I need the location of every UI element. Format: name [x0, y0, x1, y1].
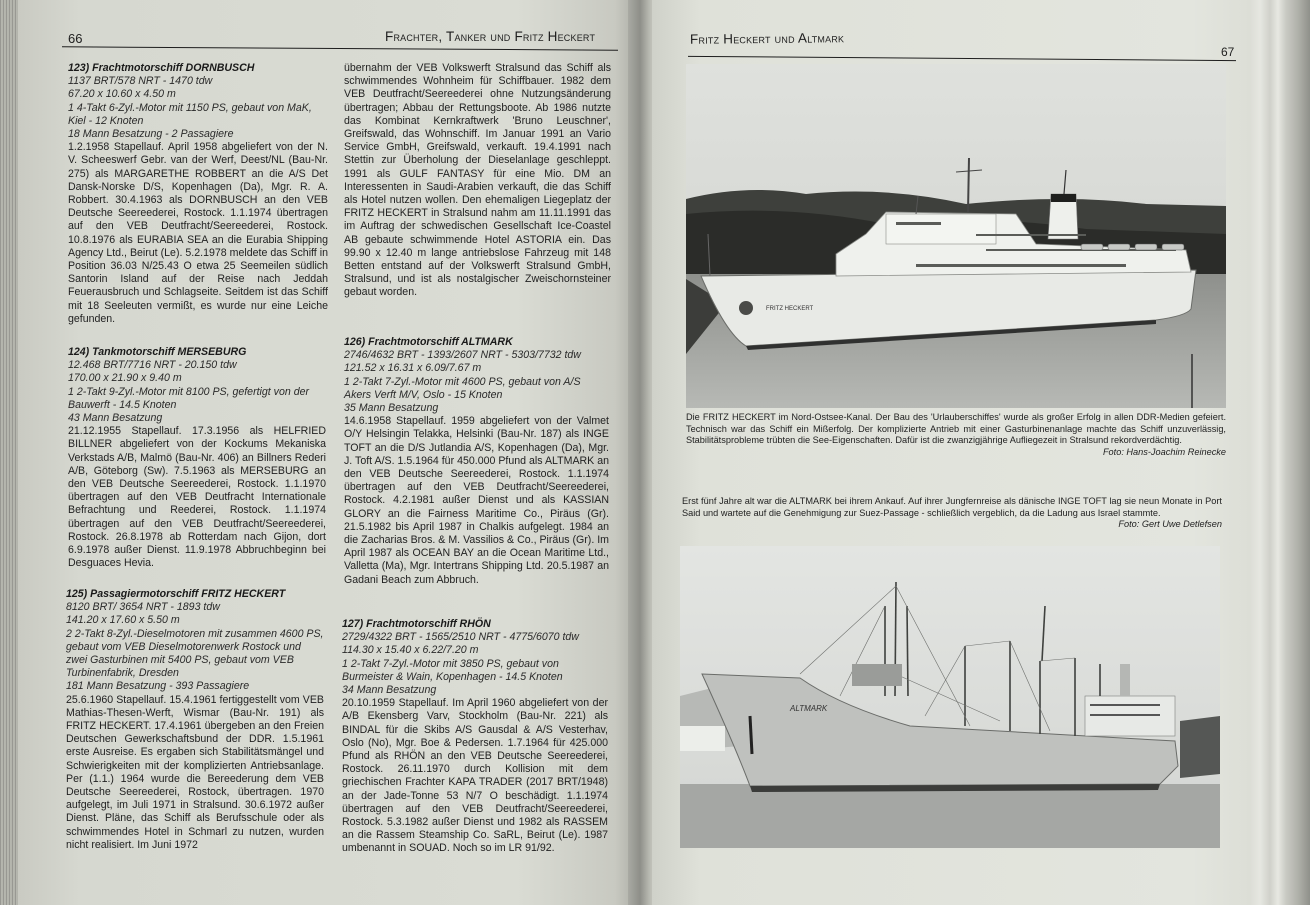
- left-column-1c: [66, 588, 324, 852]
- caption-altmark: [682, 496, 1222, 531]
- left-column-2: [344, 62, 611, 300]
- photo-credit: Foto: Gert Uwe Detlefsen: [1118, 519, 1222, 530]
- entry-spec: 141.20 x 17.60 x 5.50 m: [66, 614, 180, 627]
- entry-spec: 43 Mann Besatzung: [68, 412, 163, 425]
- photo-altmark: [680, 546, 1220, 848]
- entry-spec: 35 Mann Besatzung: [344, 402, 439, 415]
- hull-lettering-fritz-heckert: FRITZ HECKERT: [766, 306, 814, 312]
- entry-124: [68, 346, 326, 570]
- entry-spec: 2746/4632 BRT - 1393/2607 NRT - 5303/7732 tdw: [344, 349, 581, 362]
- left-column-1b: [68, 346, 326, 570]
- entry-spec: 1137 BRT/578 NRT - 1470 tdw: [68, 75, 213, 88]
- entry-spec: 12.468 BRT/7716 NRT - 20.150 tdw: [68, 359, 237, 372]
- fritz-heckert-ship-image: [686, 64, 1226, 408]
- entry-spec: 114.30 x 15.40 x 6.22/7.20 m: [342, 644, 479, 657]
- photo-credit: Foto: Hans-Joachim Reinecke: [1102, 446, 1226, 457]
- entry-title: 123) Frachtmotorschiff DORNBUSCH: [68, 62, 255, 74]
- entry-spec: 121.52 x 16.31 x 6.09/7.67 m: [344, 362, 482, 375]
- page-edges: [1250, 0, 1310, 905]
- entry-title: 127) Frachtmotorschiff RHÖN: [342, 618, 491, 630]
- altmark-ship-image: [680, 546, 1220, 848]
- entry-spec: 170.00 x 21.90 x 9.40 m: [68, 372, 182, 385]
- entry-123: [68, 62, 328, 326]
- running-head-right: Fritz Heckert und Altmark: [689, 30, 845, 47]
- entry-body: 21.12.1955 Stapellauf. 17.3.1956 als HELFRIED BILLNER abgeliefert von der Kockums Mekaniska Verkstads A/B, Malmö (Bau-Nr. 406) an Billners Rederi A/B, Göteborg (Sw). 7.5.1963 als MERSEBURG an den VEB Deutsche Seereederei, Rostock. 1.1.1970 übertragen auf den VEB Deutfracht Internationale Befrachtung und Reederei, Rostock. 1.1.1974 übertragen auf den VEB Deutfracht/Seereederei, Rostock. 26.8.1978 ab Rotterdam nach Gijon, dort 6.9.1978 außer Dienst. 11.9.1978 Abbruchbeginn bei Desguaces Hevia.: [68, 425, 326, 570]
- entry-spec: 2729/4322 BRT - 1565/2510 NRT - 4775/6070 tdw: [342, 631, 579, 644]
- entry-spec: 1 2-Takt 7-Zyl.-Motor mit 3850 PS, gebaut von Burmeister & Wain, Kopenhagen - 14.5 Knoten: [342, 657, 563, 683]
- left-column-1: [68, 62, 328, 326]
- photo-fritz-heckert: [686, 64, 1226, 408]
- entry-spec: 67.20 x 10.60 x 4.50 m: [68, 88, 176, 101]
- left-column-2c: [342, 618, 608, 856]
- entry-125: [66, 588, 324, 852]
- running-head-left: Frachter, Tanker und Fritz Heckert: [385, 29, 596, 44]
- entry-spec: 181 Mann Besatzung - 393 Passagiere: [66, 680, 250, 693]
- entry-spec: 8120 BRT/ 3654 NRT - 1893 tdw: [66, 601, 220, 614]
- entry-spec: 1 4-Takt 6-Zyl.-Motor mit 1150 PS, gebaut von MaK, Kiel - 12 Knoten: [68, 101, 312, 127]
- entry-spec: 18 Mann Besatzung - 2 Passagiere: [68, 128, 234, 141]
- entry-body: 14.6.1958 Stapellauf. 1959 abgeliefert von der Valmet O/Y Helsingin Telakka, Helsinki (Bau-Nr. 187) als INGE TOFT an die D/S Jutlandia A/S, Kopenhagen (Da), Mgr. J. Toft A/S. 1.5.1964 für 450.000 Pfund als ALTMARK an den VEB Deutsche Seereederei, Rostock. 1.1.1974 übertragen auf den VEB Deutfracht/Seereederei, Rostock. 4.2.1981 außer Dienst und als KASSIAN GLORY an die Fairness Maritime Co., Piräus (Gr). 21.5.1982 bis April 1987 in Chalkis aufgelegt. 1984 an die Zacharias Bros. & M. Vassilios & Co., Piräus (Gr). Im April 1987 als OCEAN BAY an die Ocean Maritime Ltd., Valletta (Ma), Mgr. Intertrans Shipping Ltd. 20.5.1987 an Gadani Beach zum Abbruch.: [344, 415, 609, 586]
- entry-body: 1.2.1958 Stapellauf. April 1958 abgeliefert von der N. V. Scheeswerf Gebr. van der Werf, Deest/NL (Bau-Nr. 275) als MARGARETHE ROBBERT an die A/S Det Dansk-Norske D/S, Kopenhagen (Da), Mgr. R. A. Robbert. 30.4.1963 als DORNBUSCH an den VEB Deutsche Seereederei, Rostock. 1.1.1974 übertragen auf den VEB Deutfracht/Seereederei, Rostock. 10.8.1976 als EURABIA SEA an die Eurabia Shipping Agency Ltd., Beirut (Le). 5.2.1978 meldete das Schiff in Position 36.03 N/25.43 O etwa 25 Seemeilen südlich Santorin Island auf der Reise nach Jeddah Feuerausbruch und Schlagseite. Seitdem ist das Schiff mit 18 Seeleuten vermißt, es wurde nur eine Leiche gefunden.: [68, 141, 328, 325]
- entry-spec: 1 2-Takt 9-Zyl.-Motor mit 8100 PS, gefertigt von der Bauwerft - 14.5 Knoten: [68, 385, 310, 411]
- left-column-2b: [344, 336, 609, 587]
- page-number-right: 67: [1221, 45, 1235, 59]
- entry-spec: 1 2-Takt 7-Zyl.-Motor mit 4600 PS, gebaut von A/S Akers Verft M/V, Oslo - 15 Knoten: [344, 375, 581, 401]
- entry-126: [344, 336, 609, 587]
- entry-125-continuation: übernahm der VEB Volkswerft Stralsund das Schiff als schwimmendes Wohnheim für Schiffbauer. 1982 dem VEB Deutfracht/Seereederei ohne Nutzungsänderung übertragen; Abbau der Rettungsboote. Ab 1986 nutzte das Kombinat Kernkraftwerk 'Bruno Leuschner', Greifswald, das Wohnschiff. Im Januar 1991 an Vario Service GmbH, Greifswald, verkauft. 19.4.1991 nach Stettin zur Überholung der Dieselanlage geschleppt. 1991 als GULF FANTASY für eine Mio. DM an Interessenten in Saudi-Arabien verkauft, die das Schiff als Hotel nutzen wollen. Den ehemaligen Liegeplatz der FRITZ HECKERT in Stralsund nahm am 11.11.1991 das im Auftrag der schwedischen Gesellschaft Ice-Coastel AB gebaute schwimmende Hotel ASTORIA ein. Das 99.90 x 12.40 m lange antriebslose Fahrzeug mit 148 Betten entstand auf der Volkswerft Stralsund GmbH, Stralsund, und ist als nostalgischer Zweischornsteiner gebaut worden.: [344, 62, 611, 299]
- entry-127: [342, 618, 608, 856]
- entry-spec: 2 2-Takt 8-Zyl.-Dieselmotoren mit zusammen 4600 PS, gebaut vom VEB Dieselmotorenwerk Rostock und zwei Gasturbinen mit 5400 PS, gebaut vom VEB Turbinenfabrik, Dresden: [66, 627, 324, 680]
- entry-spec: 34 Mann Besatzung: [342, 684, 437, 697]
- caption-fritz-heckert: [686, 412, 1226, 458]
- entry-title: 126) Frachtmotorschiff ALTMARK: [344, 336, 513, 348]
- page-number-left: 66: [68, 31, 83, 46]
- entry-body: 25.6.1960 Stapellauf. 15.4.1961 fertiggestellt vom VEB Mathias-Thesen-Werft, Wismar (Bau-Nr. 191) als FRITZ HECKERT. 17.4.1961 übergeben an den Freien Deutschen Gewerkschaftsbund der DDR. 1.5.1961 erste Ausreise. Es ergaben sich Stabilitätsmängel und Schwierigkeiten mit der komplizierten Antriebsanlage. Per (1.1.) 1964 wurde die Bereederung dem VEB Deutsche Seereederei, Rostock, übertragen. 1970 aufgelegt, im Juli 1971 in Stralsund. 30.6.1972 außer Dienst. Pläne, das Schiff als Berufsschule oder als schwimmendes Hotel in Schmarl zu nutzen, wurden nicht realisiert. Im Juni 1972: [66, 693, 324, 851]
- entry-body: 20.10.1959 Stapellauf. Im April 1960 abgeliefert von der A/B Ekensberg Varv, Stockholm (Bau-Nr. 221) als BINDAL für die Skibs A/S Gausdal & A/S Vesterhav, Oslo (No), Mgr. Boe & Pedersen. 1.7.1964 für 425.000 Pfund als RHÖN an den VEB Deutsche Seereederei, Rostock. 26.11.1970 durch Kollision mit dem griechischen Frachter KAPA TRADER (2017 BRT/1948) an der Jade-Tonne 53 N/7 O beschädigt. 1.1.1974 übertragen auf den VEB Deutfracht/Seereederei, Rostock. 5.3.1982 außer Dienst und 1982 als RASSEM an die Rassem Steamship Co. SaRL, Beirut (Le). 1987 umbenannt in SOUAD. Noch so im LR 91/92.: [342, 697, 608, 855]
- caption-text: Erst fünf Jahre alt war die ALTMARK bei ihrem Ankauf. Auf ihrer Jungfernreise als dänische INGE TOFT lag sie neun Monate in Port Said und wartete auf die Genehmigung zur Suez-Passage - schließlich vergeblich, da die Ladung aus Israel stammte.: [682, 496, 1222, 518]
- entry-title: 124) Tankmotorschiff MERSEBURG: [68, 346, 247, 358]
- entry-title: 125) Passagiermotorschiff FRITZ HECKERT: [66, 588, 286, 600]
- caption-text: Die FRITZ HECKERT im Nord-Ostsee-Kanal. Der Bau des 'Urlauberschiffes' wurde als großer Erfolg in allen DDR-Medien gefeiert. Technisch war das Schiff ein Mißerfolg. Der komplizierte Antrieb mit einer Gasturbinenanlage machte das Schiff unzuverlässig, Stabilitätsprobleme trübten die See-Eigenschaften. Dafür ist die zwanzigjährige Aufliegezeit in Stralsund rekordverdächtig.: [686, 412, 1226, 446]
- hull-lettering-altmark: ALTMARK: [790, 704, 828, 713]
